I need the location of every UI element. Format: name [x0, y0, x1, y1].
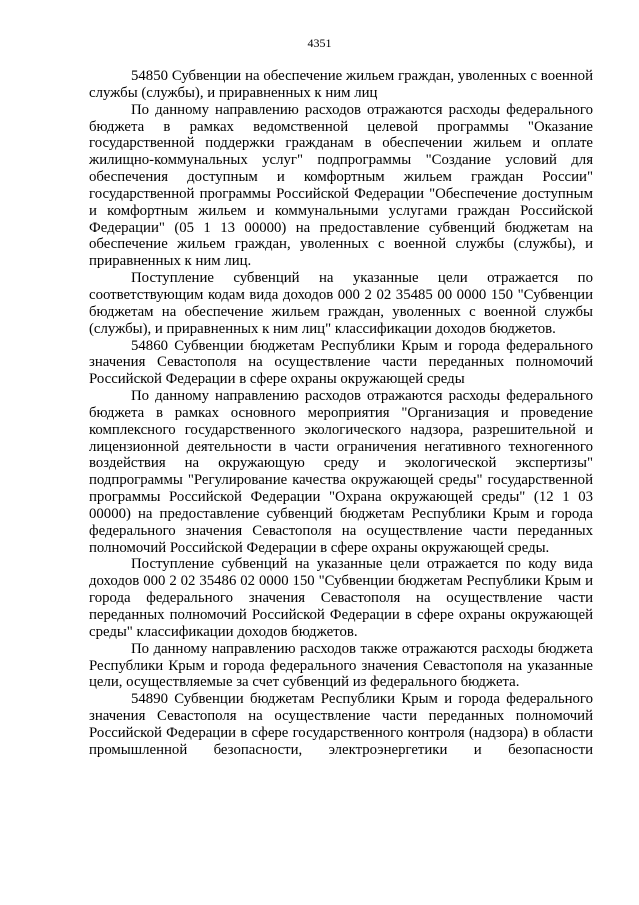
paragraph-54850-revenue: Поступление субвенций на указанные цели отражается по соответствующим кодам вида доходов 000 2 02 35485 00 0000 150 "Субвенции бюджетам на обеспечение жильем граждан, уволенных с военной службы (службы), и приравненных к ним лиц" классификации доходов бюджетов. — [89, 270, 593, 337]
paragraph-54850-expenses: По данному направлению расходов отражаются расходы федерального бюджета в рамках ведомственной целевой программы "Оказание государственной поддержки гражданам в обеспечении жильем и оплате жилищно-коммунальных услуг" подпрограммы "Создание условий для обеспечения доступным и комфортным жильем граждан России" государственной программы Российской Федерации "Обеспечение доступным и комфортным жильем и коммунальными услугами граждан Российской Федерации" (05 1 13 00000) на предоставление субвенций бюджетам на обеспечение жильем граждан, уволенных с военной службы (службы), и приравненных к ним лиц. — [89, 101, 593, 270]
paragraph-54850-heading: 54850 Субвенции на обеспечение жильем граждан, уволенных с военной службы (службы), и приравненных к ним лиц — [89, 68, 593, 101]
page-number: 4351 — [307, 36, 332, 50]
document-body — [89, 68, 593, 759]
paragraph-54860-regional-expenses: По данному направлению расходов также отражаются расходы бюджета Республики Крым и города федерального значения Севастополя на указанные цели, осуществляемые за счет субвенций из федерального бюджета. — [89, 640, 593, 691]
paragraph-54860-expenses: По данному направлению расходов отражаются расходы федерального бюджета в рамках основного мероприятия "Организация и проведение комплексного государственного экологического надзора, разрешительной и лицензионной деятельности в части ограничения негативного техногенного воздействия на окружающую среду и экологической экспертизы" подпрограммы "Регулирование качества окружающей среды" государственной программы Российской Федерации "Охрана окружающей среды" (12 1 03 00000) на предоставление субвенций бюджетам Республики Крым и города федерального значения Севастополя на осуществление части переданных полномочий Российской Федерации в сфере охраны окружающей среды. — [89, 388, 593, 556]
paragraph-54860-revenue: Поступление субвенций на указанные цели отражается по коду вида доходов 000 2 02 35486 02 0000 150 "Субвенции бюджетам Республики Крым и города федерального значения Севастополя на осуществление части переданных полномочий Российской Федерации в сфере охраны окружающей среды" классификации доходов бюджетов. — [89, 556, 593, 640]
paragraph-54860-heading: 54860 Субвенции бюджетам Республики Крым и города федерального значения Севастополя на осуществление части переданных полномочий Российской Федерации в сфере охраны окружающей среды — [89, 337, 593, 388]
paragraph-54890-heading: 54890 Субвенции бюджетам Республики Крым и города федерального значения Севастополя на осуществление части переданных полномочий Российской Федерации в сфере государственного контроля (надзора) в области промышленной безопасности, электроэнергетики и безопасности — [89, 691, 593, 758]
